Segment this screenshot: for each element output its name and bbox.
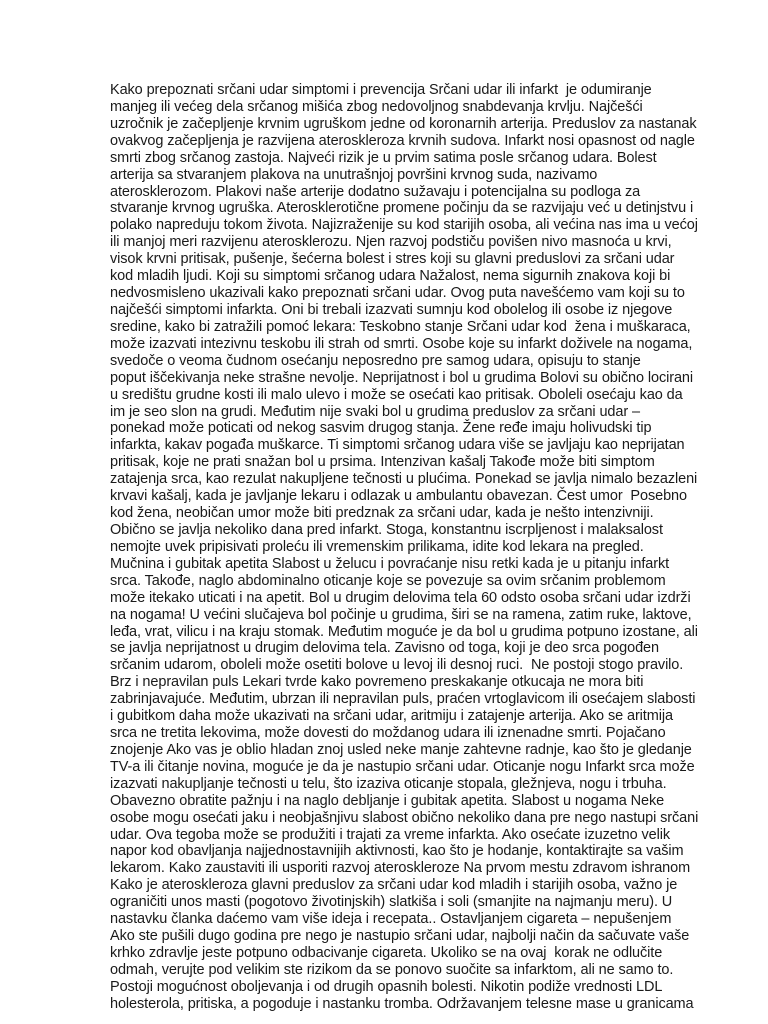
text-line: Ako ste pušili dugo godina pre nego je nastupio srčani udar, najbolji način da sačuvate vaše — [110, 928, 690, 945]
text-line: Mučnina i gubitak apetita Slabost u želucu i povraćanje nisu retki kada je u pitanju infarkt — [110, 555, 670, 572]
text-line: krvavi kašalj, kada je javljanje lekaru i odlazak u ambulantu obavezan. Čest umor Posebno — [110, 488, 687, 505]
text-line: TV-a ili čitanje novina, moguće je da je nastupio srčani udar. Oticanje nogu Infarkt srca može — [110, 758, 695, 775]
text-line: udar. Ova tegoba može se produžiti i trajati za vreme infarkta. Ako osećate izuzetno velik — [110, 826, 671, 843]
text-line: im je seo slon na grudi. Međutim nije svaki bol u grudima preduslov za srčani udar – — [110, 403, 640, 420]
article-body — [110, 82, 710, 1013]
text-line: kod žena, neobičan umor može biti predznak za srčani udar, kada je nešto intenzivniji. — [110, 505, 654, 522]
text-line: krhko zdravlje jeste potpuno odbacivanje cigareta. Ukoliko se na ovaj korak ne odlučite — [110, 945, 663, 962]
text-line: kod mladih ljudi. Koji su simptomi srčanog udara Nažalost, nema sigurnih znakova koji bi — [110, 268, 671, 285]
text-line: Brz i nepravilan puls Lekari tvrde kako povremeno preskakanje otkucaja ne mora biti — [110, 674, 644, 691]
text-line: na nogama! U većini slučajeva bol počinje u grudima, širi se na ramena, zatim ruke, laktove, — [110, 606, 692, 623]
text-line: polako napreduju tokom života. Najizraženije su kod starijih osoba, ali većina nas ima u većoj — [110, 217, 698, 234]
text-line: ili manjoj meri razvijenu aterosklerozu. Njen razvoj podstiču povišen nivo masnoća u krvi, — [110, 234, 672, 251]
text-line: uzročnik je začepljenje krvnim ugruškom jedne od koronarnih arterija. Preduslov za nastanak — [110, 115, 697, 132]
text-line: arterija sa stvaranjem plakova na unutrašnjoj površini krvnog suda, nazivamo — [110, 166, 598, 183]
text-line: se javlja neprijatnost u drugim delovima tela. Zavisno od toga, koji je deo srca pogođen — [110, 640, 659, 657]
text-line: svedoče o veoma čudnom osećanju neposredno pre samog udara, opisuju to stanje — [110, 352, 641, 369]
text-line: može izazvati intezivnu teskobu ili strah od smrti. Osobe koje su infarkt doživele na nogama, — [110, 335, 693, 352]
text-line: nastavku članka daćemo vam više ideja i recepata.. Ostavljanjem cigareta – nepušenjem — [110, 911, 672, 928]
text-line: zabrinjavajuće. Međutim, ubrzan ili nepravilan puls, praćen vrtoglavicom ili osećajem slabosti — [110, 691, 696, 708]
text-line: ograničiti unos masti (pogotovo životinjskih) slatkiša i soli (smanjite na najmanju meru). U — [110, 894, 673, 911]
text-line: zatajenja srca, kao rezulat nakupljene tečnosti u plućima. Ponekad se javlja nimalo bezazleni — [110, 471, 698, 488]
text-line: ponekad može poticati od nekog sasvim drugog stanja. Žene ređe imaju holivudski tip — [110, 420, 652, 437]
text-line: Kako je ateroskleroza glavni preduslov za srčani udar kod mladih i starijih osoba, važno je — [110, 877, 678, 894]
text-line: ovakvog začepljenja je razvijena ateroskleroza krvnih sudova. Infarkt nosi opasnost od nagle — [110, 132, 695, 149]
text-line: nemojte uvek pripisivati proleću ili vremenskim prilikama, idite kod lekara na pregled. — [110, 538, 644, 555]
text-line: Postoji mogućnost oboljevanja i od drugih opasnih bolesti. Nikotin podiže vrednosti LDL — [110, 978, 663, 995]
text-line: napor kod obavljanja najjednostavnijih aktivnosti, kao što je hodanje, kontaktirajte sa vašim — [110, 843, 684, 860]
text-line: infarkta, kakav pogađa muškarce. Ti simptomi srčanog udara više se javljaju kao neprijatan — [110, 437, 685, 454]
text-line: odmah, verujte pod velikim ste rizikom da se ponovo suočite sa infarktom, ali ne samo to. — [110, 961, 674, 978]
text-line: manjeg ili većeg dela srčanog mišića zbog nedovoljnog snabdevanja krvlju. Najčešći — [110, 98, 643, 115]
text-line: visok krvni pritisak, pušenje, šećerna bolest i stres koji su glavni preduslovi za srčani udar — [110, 251, 675, 268]
text-line: leđa, vrat, vilicu i na kraju stomak. Međutim moguće je da bol u grudima potpuno izostane, ali — [110, 623, 698, 640]
text-line: osobe mogu osećati jaku i neobjašnjivu slabost obično nekoliko dana pre nego nastupi srčani — [110, 809, 699, 826]
text-line: lekarom. Kako zaustaviti ili usporiti razvoj ateroskleroze Na prvom mestu zdravom ishranom — [110, 860, 691, 877]
text-line: srca ne tretita lekovima, može dovesti do moždanog udara ili iznenadne smrti. Pojačano — [110, 725, 666, 742]
text-line: smrti zbog srčanog zastoja. Najveći rizik je u prvim satima posle srčanog udara. Bolest — [110, 149, 657, 166]
text-line: srca. Takođe, naglo abdominalno oticanje koje se povezuje sa ovim srčanim problemom — [110, 572, 666, 589]
text-line: pritisak, koje ne prati snažan bol u prsima. Intenzivan kašalj Takođe može biti simptom — [110, 454, 655, 471]
text-line: nedvosmisleno ukazivali kako prepoznati srčani udar. Ovog puta navešćemo vam koji su to — [110, 285, 685, 302]
text-line: aterosklerozom. Plakovi naše arterije dodatno sužavaju i potencijalna su podloga za — [110, 183, 641, 200]
text-line: znojenje Ako vas je oblio hladan znoj usled neke manje zahtevne radnje, kao što je gledanje — [110, 741, 692, 758]
text-line: izazvati nakupljanje tečnosti u telu, što izaziva oticanje stopala, gležnjeva, nogu i trbuha. — [110, 775, 667, 792]
text-line: u središtu grudne kosti ili malo ulevo i može se osećati kao pritisak. Oboleli osećaju kao da — [110, 386, 683, 403]
text-line: može itekako uticati i na apetit. Bol u drugim delovima tela 60 odsto osoba srčani udar izdrži — [110, 589, 691, 606]
text-line: Kako prepoznati srčani udar simptomi i prevencija Srčani udar ili infarkt je odumiranje — [110, 82, 652, 98]
text-line: Obavezno obratite pažnju i na naglo debljanje i gubitak apetita. Slabost u nogama Neke — [110, 792, 665, 809]
text-line: stvaranje krvnog ugruška. Aterosklerotične promene počinju da se razvijaju već u detinjstvu i — [110, 200, 694, 217]
text-line: i gubitkom daha može ukazivati na srčani udar, aritmiju i zatajenje arterija. Ako se aritmija — [110, 708, 673, 725]
text-line: srčanim udarom, oboleli može osetiti bolove u levoj ili desnoj ruci. Ne postoji stogo pravilo. — [110, 657, 684, 674]
text-line: sredine, kako bi zatražili pomoć lekara: Teskobno stanje Srčani udar kod žena i muškaraca, — [110, 318, 691, 335]
text-line: poput iščekivanja neke strašne nevolje. Neprijatnost i bol u grudima Bolovi su obično locirani — [110, 369, 694, 386]
text-line: Obično se javlja nekoliko dana pred infarkt. Stoga, konstantnu iscrpljenost i malaksalost — [110, 521, 663, 538]
text-line: najčešći simptomi infarkta. Oni bi trebali izazvati sumnju kod obolelog ili osobe iz njegove — [110, 301, 673, 318]
text-line: holesterola, pritiska, a pogoduje i nastanku tromba. Održavanjem telesne mase u granicama — [110, 995, 694, 1012]
